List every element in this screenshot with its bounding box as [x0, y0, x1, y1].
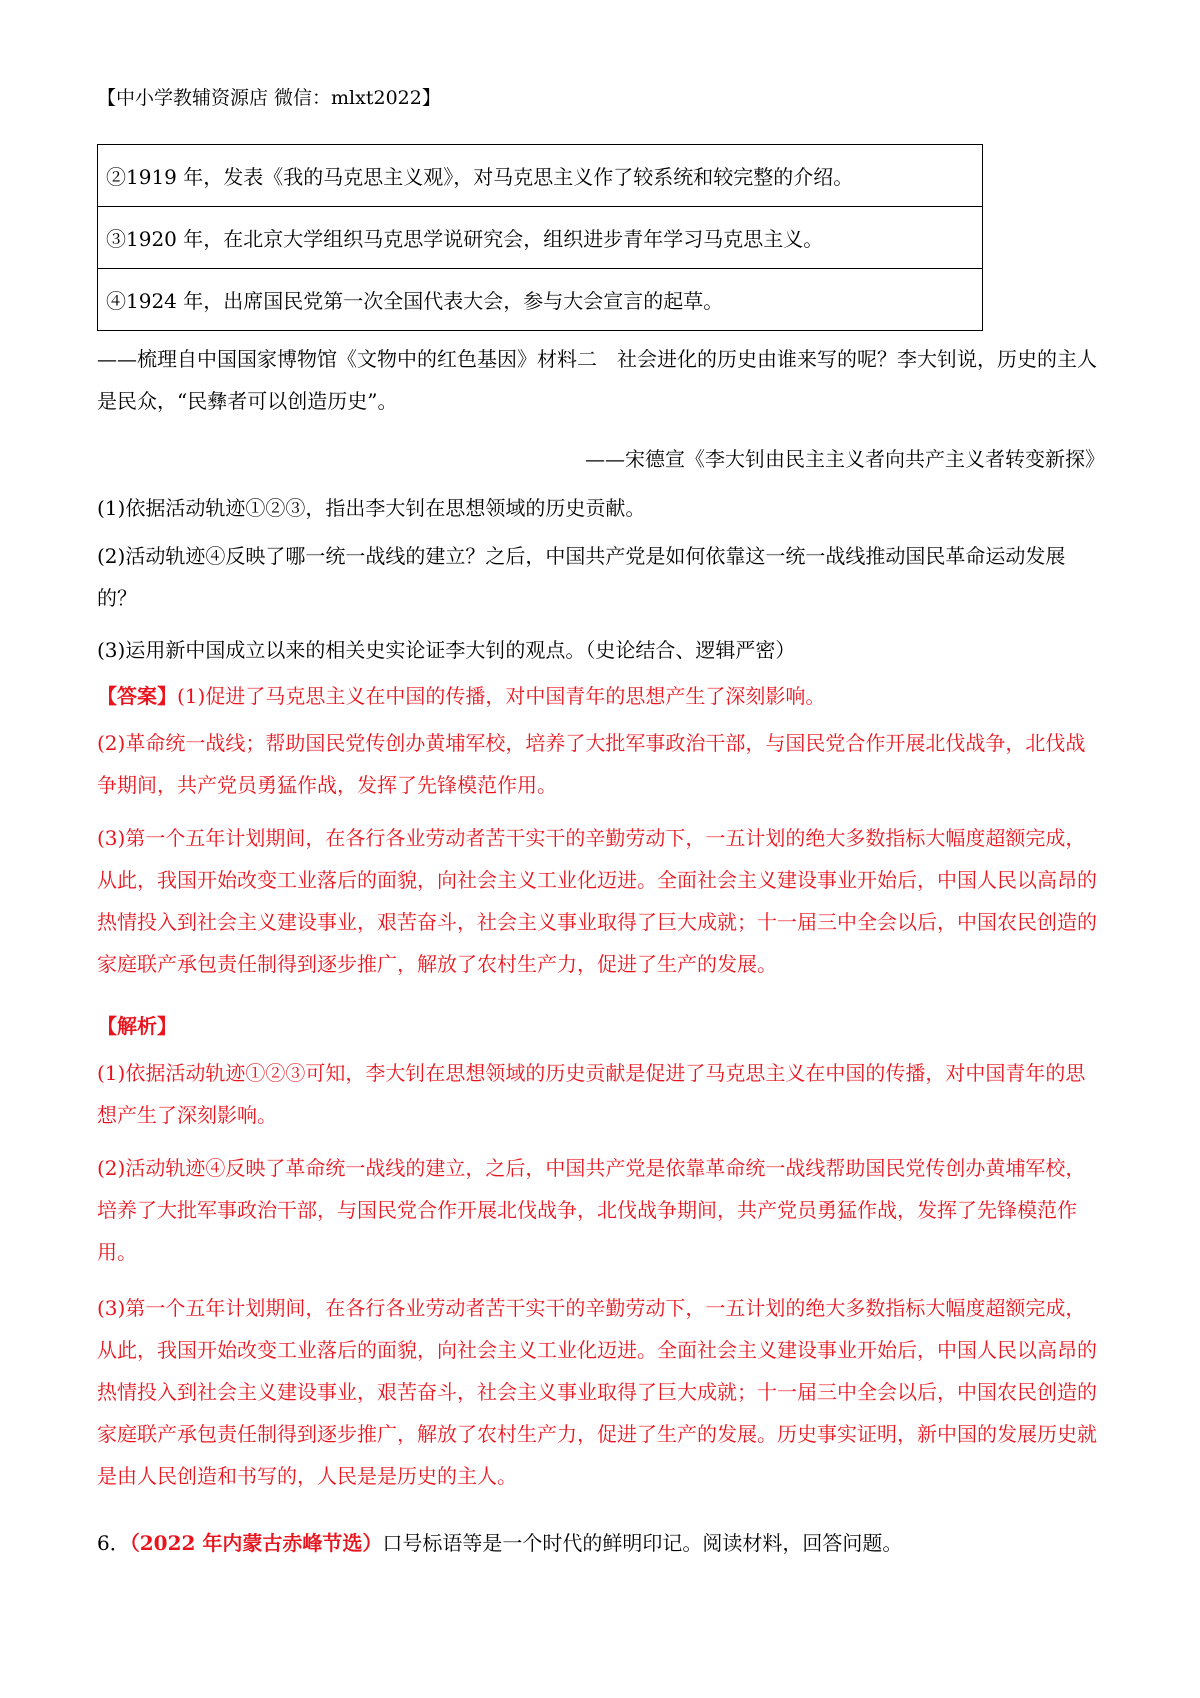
table-row: ③1920 年，在北京大学组织马克思学说研究会，组织进步青年学习马克思主义。	[98, 207, 982, 269]
answer-2: (2)革命统一战线；帮助国民党传创办黄埔军校，培养了大批军事政治干部，与国民党合作开展北伐战争，北伐战争期间，共产党员勇猛作战，发挥了先锋模范作用。	[97, 731, 1086, 797]
table-row: ②1919 年，发表《我的马克思主义观》，对马克思主义作了较系统和较完整的介绍。	[98, 145, 982, 207]
table-row: ④1924 年，出席国民党第一次全国代表大会，参与大会宣言的起草。	[98, 269, 982, 331]
material-two-text: 材料二 社会进化的历史由谁来写的呢？李大钊说，历史的主人是民众，“民彝者可以创造历史”。	[97, 347, 1097, 413]
material-one-source: ——梳理自中国国家博物馆《文物中的红色基因》	[97, 347, 537, 371]
page-header: 【中小学教辅资源店 微信：mlxt2022】	[97, 87, 441, 109]
question-6-number: 6．	[97, 1531, 130, 1555]
answer-3: (3)第一个五年计划期间，在各行各业劳动者苦干实干的辛勤劳动下，一五计划的绝大多数指标大幅度超额完成，从此，我国开始改变工业落后的面貌，向社会主义工业化迈进。全面社会主义建设事业开始后，中国人民以高昂的热情投入到社会主义建设事业，艰苦奋斗，社会主义事业取得了巨大成就；十一届三中全会以后，中国农民创造的家庭联产承包责任制得到逐步推广，解放了农村生产力，促进了生产的发展。	[97, 826, 1097, 976]
activity-table	[97, 144, 983, 331]
answer-label: 【答案】	[97, 684, 177, 708]
material-two-source: ——宋德宣《李大钊由民主主义者向共产主义者转变新探》	[585, 447, 1105, 471]
analysis-1: (1)依据活动轨迹①②③可知，李大钊在思想领域的历史贡献是促进了马克思主义在中国的传播，对中国青年的思想产生了深刻影响。	[97, 1061, 1086, 1127]
question-6-source: （2022 年内蒙古赤峰节选）	[129, 1531, 383, 1555]
question-2: (2)活动轨迹④反映了哪一统一战线的建立？之后，中国共产党是如何依靠这一统一战线推动国民革命运动发展的？	[97, 544, 1066, 610]
analysis-2: (2)活动轨迹④反映了革命统一战线的建立，之后，中国共产党是依靠革命统一战线帮助国民党传创办黄埔军校，培养了大批军事政治干部，与国民党合作开展北伐战争，北伐战争期间，共产党员勇猛作战，发挥了先锋模范作用。	[97, 1156, 1086, 1264]
analysis-3: (3)第一个五年计划期间，在各行各业劳动者苦干实干的辛勤劳动下，一五计划的绝大多数指标大幅度超额完成，从此，我国开始改变工业落后的面貌，向社会主义工业化迈进。全面社会主义建设事业开始后，中国人民以高昂的热情投入到社会主义建设事业，艰苦奋斗，社会主义事业取得了巨大成就；十一届三中全会以后，中国农民创造的家庭联产承包责任制得到逐步推广，解放了农村生产力，促进了生产的发展。历史事实证明，新中国的发展历史就是由人民创造和书写的，人民是是历史的主人。	[97, 1296, 1097, 1488]
answer-1: (1)促进了马克思主义在中国的传播，对中国青年的思想产生了深刻影响。	[177, 684, 826, 708]
question-6	[97, 1522, 1105, 1564]
question-3: (3)运用新中国成立以来的相关史实论证李大钊的观点。（史论结合、逻辑严密）	[97, 638, 796, 662]
question-6-text: 口号标语等是一个时代的鲜明印记。阅读材料，回答问题。	[382, 1531, 903, 1555]
material-paragraph	[97, 338, 1105, 422]
question-1: (1)依据活动轨迹①②③，指出李大钊在思想领域的历史贡献。	[97, 496, 646, 520]
answer-1-paragraph	[97, 675, 1105, 717]
analysis-label: 【解析】	[97, 1014, 177, 1038]
